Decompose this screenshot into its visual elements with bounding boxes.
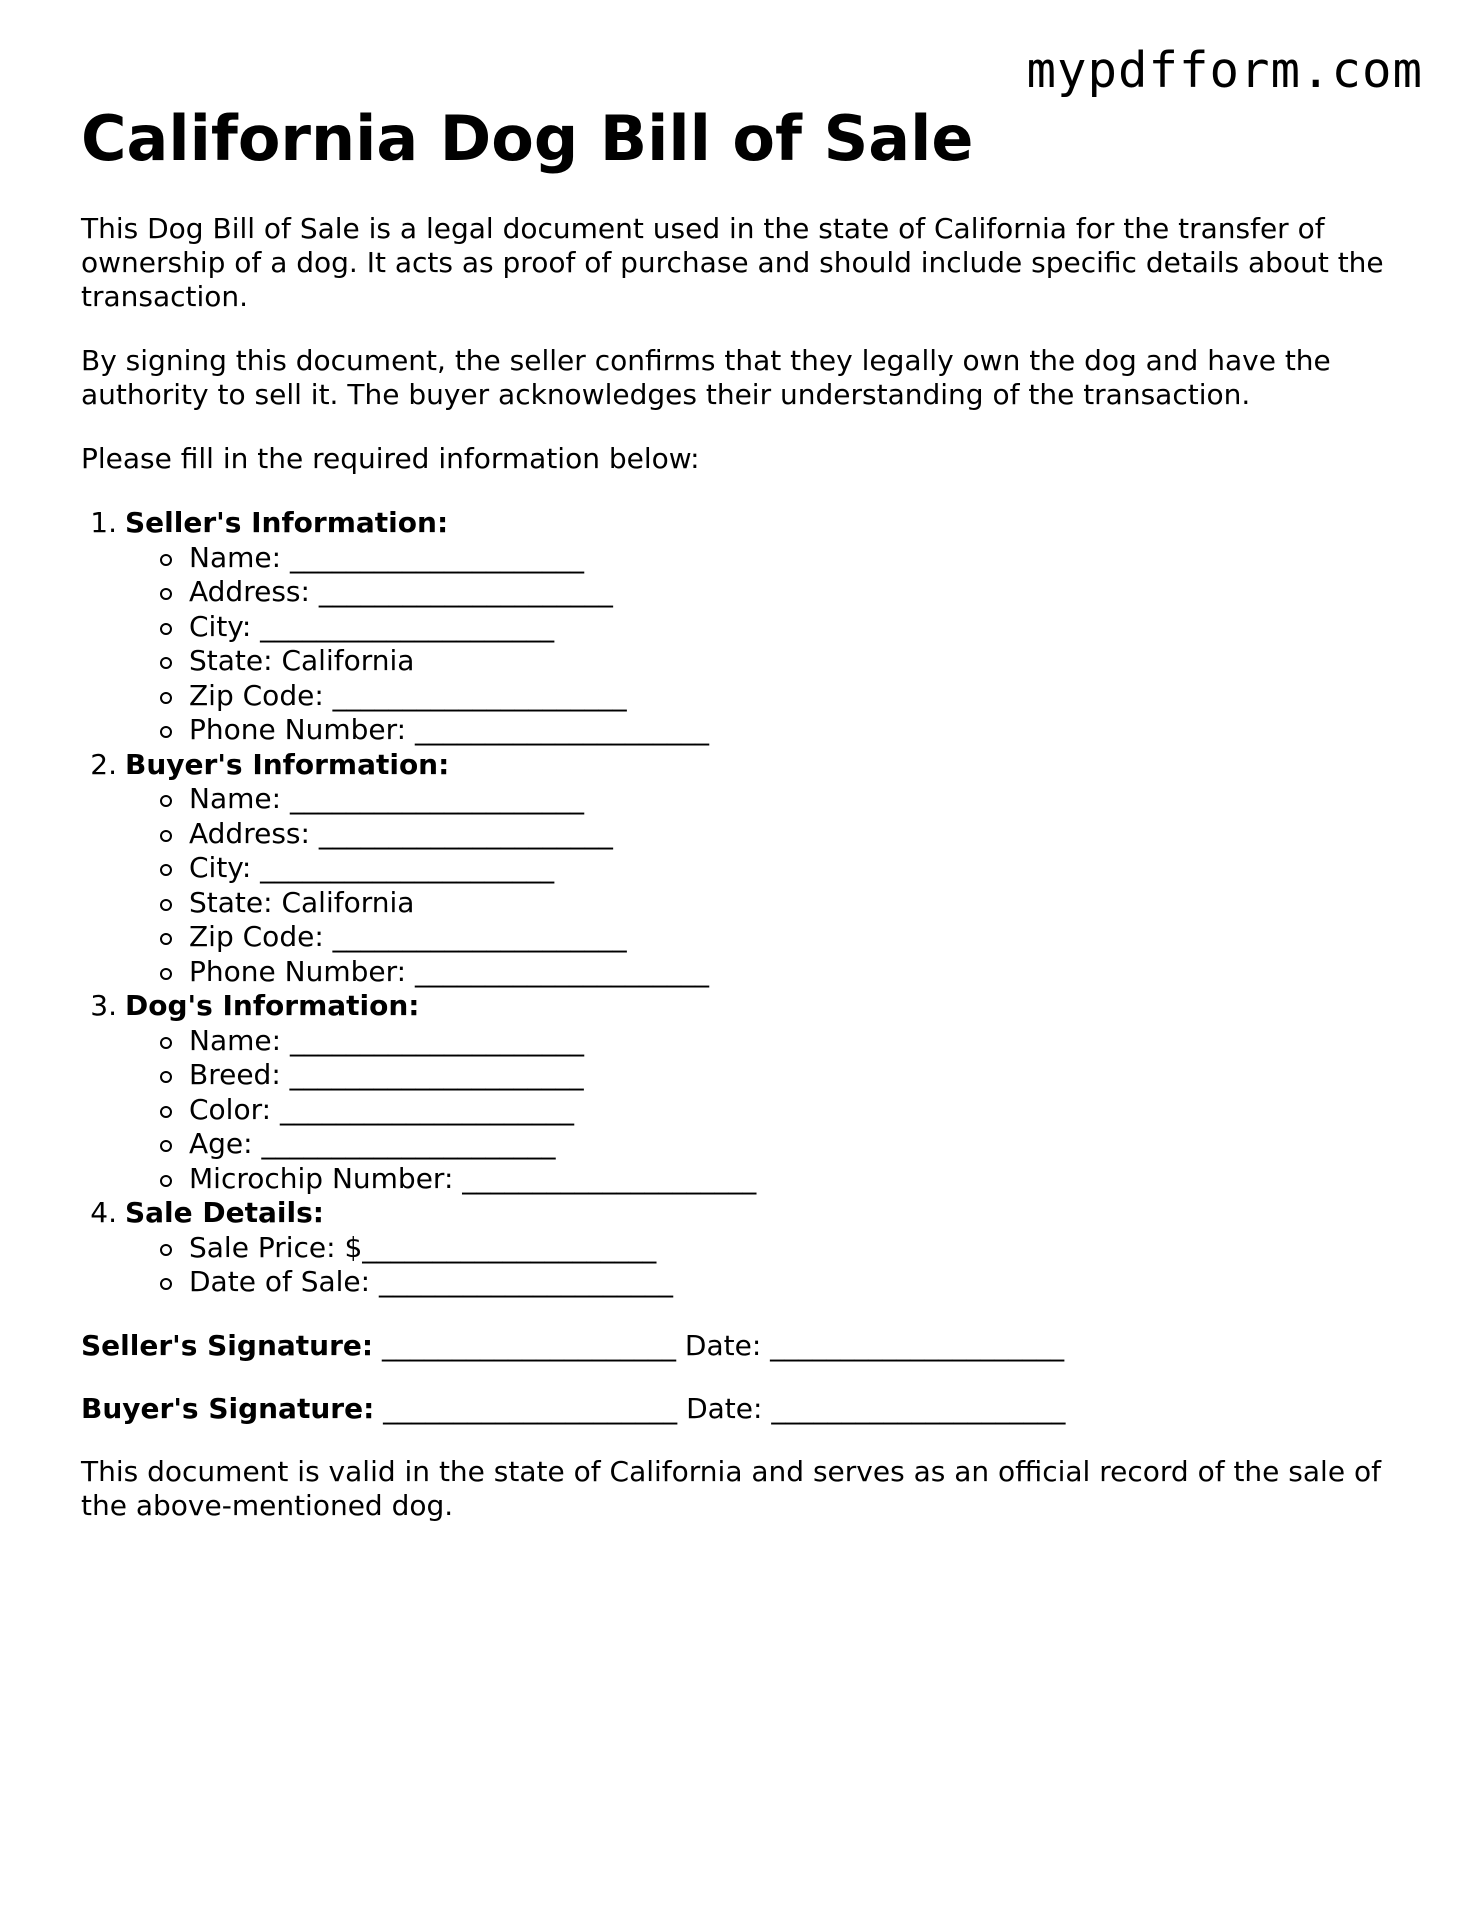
seller-fields <box>81 541 1401 748</box>
seller-signature-label: Seller's Signature: <box>81 1328 374 1362</box>
seller-signature-line[interactable] <box>81 1329 1401 1363</box>
field-text: City: _____________________ <box>189 851 555 884</box>
field-text: Zip Code: _____________________ <box>189 920 627 953</box>
dog-age-field[interactable] <box>189 1127 1401 1162</box>
field-text: Sale Price: $_____________________ <box>189 1230 657 1264</box>
field-text: Color: _____________________ <box>189 1092 574 1126</box>
buyer-address-field[interactable] <box>189 817 1401 852</box>
bullet-icon <box>160 933 172 945</box>
dog-name-field[interactable] <box>189 1024 1401 1059</box>
bullet-icon <box>160 795 172 807</box>
bullet-icon <box>160 657 172 669</box>
buyer-signature-line[interactable] <box>81 1392 1401 1426</box>
bullet-icon <box>160 692 172 704</box>
seller-city-field[interactable] <box>189 610 1401 645</box>
field-text: Age: _____________________ <box>189 1127 556 1160</box>
bullet-icon <box>160 726 172 738</box>
document-title: California Dog Bill of Sale <box>81 102 974 175</box>
section-heading <box>81 989 1401 1024</box>
seller-state-field <box>189 644 1401 679</box>
bullet-icon <box>160 623 172 635</box>
closing-statement: This document is valid in the state of California and serves as an official record of the sale of the above-mentioned dog. <box>81 1454 1381 1522</box>
bullet-icon <box>160 968 172 980</box>
field-text: Address: _____________________ <box>189 575 613 608</box>
seller-phone-field[interactable] <box>189 713 1401 748</box>
field-text: State: California <box>189 885 415 919</box>
buyer-phone-field[interactable] <box>189 955 1401 990</box>
section-number: 4. <box>90 1196 117 1229</box>
section-buyer-information <box>81 748 1401 990</box>
bullet-icon <box>160 1071 172 1083</box>
dog-breed-field[interactable] <box>189 1058 1401 1093</box>
field-text: Name: _____________________ <box>189 1023 584 1057</box>
sale-fields <box>81 1231 1401 1300</box>
form-sections <box>81 506 1401 1300</box>
bullet-icon <box>160 1037 172 1049</box>
document-page <box>81 102 1401 1523</box>
section-title: Buyer's Information: <box>125 747 450 781</box>
intro-paragraph-purpose: This Dog Bill of Sale is a legal document used in the state of California for the transfer of ownership of a dog. It acts as proof of purchase and should include specific details about the transaction. <box>81 212 1384 313</box>
bullet-icon <box>160 1175 172 1187</box>
intro-paragraph-instructions: Please fill in the required information below: <box>81 442 700 475</box>
field-text: Name: _____________________ <box>189 540 584 574</box>
buyer-state-field <box>189 886 1401 921</box>
buyer-signature-label: Buyer's Signature: <box>81 1391 375 1425</box>
watermark: mypdfform.com <box>1026 42 1423 99</box>
bullet-icon <box>160 864 172 876</box>
field-text: Phone Number: _____________________ <box>189 954 709 988</box>
buyer-signature-blanks: _____________________ Date: _____________________ <box>374 1391 1066 1425</box>
sale-price-field[interactable] <box>189 1231 1401 1266</box>
bullet-icon <box>160 830 172 842</box>
section-title: Seller's Information: <box>125 506 449 539</box>
dog-microchip-field[interactable] <box>189 1162 1401 1197</box>
bullet-icon <box>160 899 172 911</box>
seller-address-field[interactable] <box>189 575 1401 610</box>
buyer-city-field[interactable] <box>189 851 1401 886</box>
field-text: City: _____________________ <box>189 609 555 643</box>
section-sale-details <box>81 1196 1401 1300</box>
field-text: Date of Sale: _____________________ <box>189 1265 673 1298</box>
field-text: Name: _____________________ <box>189 782 584 815</box>
bullet-icon <box>160 1140 172 1152</box>
intro-paragraph-signing: By signing this document, the seller confirms that they legally own the dog and have the authority to sell it. The buyer acknowledges their understanding of the transaction. <box>81 344 1331 411</box>
dog-color-field[interactable] <box>189 1093 1401 1128</box>
section-heading <box>81 1196 1401 1231</box>
field-text: Phone Number: _____________________ <box>189 713 709 746</box>
section-heading <box>81 748 1401 783</box>
section-number: 1. <box>90 506 117 539</box>
section-dog-information <box>81 989 1401 1196</box>
bullet-icon <box>160 1244 172 1256</box>
seller-name-field[interactable] <box>189 541 1401 576</box>
dog-fields <box>81 1024 1401 1197</box>
section-heading <box>81 506 1401 541</box>
field-text: Breed: _____________________ <box>189 1058 584 1091</box>
field-text: Zip Code: _____________________ <box>189 678 627 712</box>
field-text: Microchip Number: _____________________ <box>189 1161 757 1195</box>
section-title: Sale Details: <box>125 1196 324 1229</box>
section-seller-information <box>81 506 1401 748</box>
bullet-icon <box>160 1106 172 1118</box>
seller-signature-blanks: _____________________ Date: _____________________ <box>373 1328 1065 1362</box>
field-text: State: California <box>189 644 415 677</box>
bullet-icon <box>160 1278 172 1290</box>
bullet-icon <box>160 588 172 600</box>
section-number: 2. <box>90 747 117 781</box>
seller-zip-field[interactable] <box>189 679 1401 714</box>
buyer-zip-field[interactable] <box>189 920 1401 955</box>
bullet-icon <box>160 554 172 566</box>
section-title: Dog's Information: <box>125 989 420 1022</box>
field-text: Address: _____________________ <box>189 816 613 850</box>
buyer-name-field[interactable] <box>189 782 1401 817</box>
buyer-fields <box>81 782 1401 989</box>
sale-date-field[interactable] <box>189 1265 1401 1300</box>
section-number: 3. <box>90 989 117 1022</box>
